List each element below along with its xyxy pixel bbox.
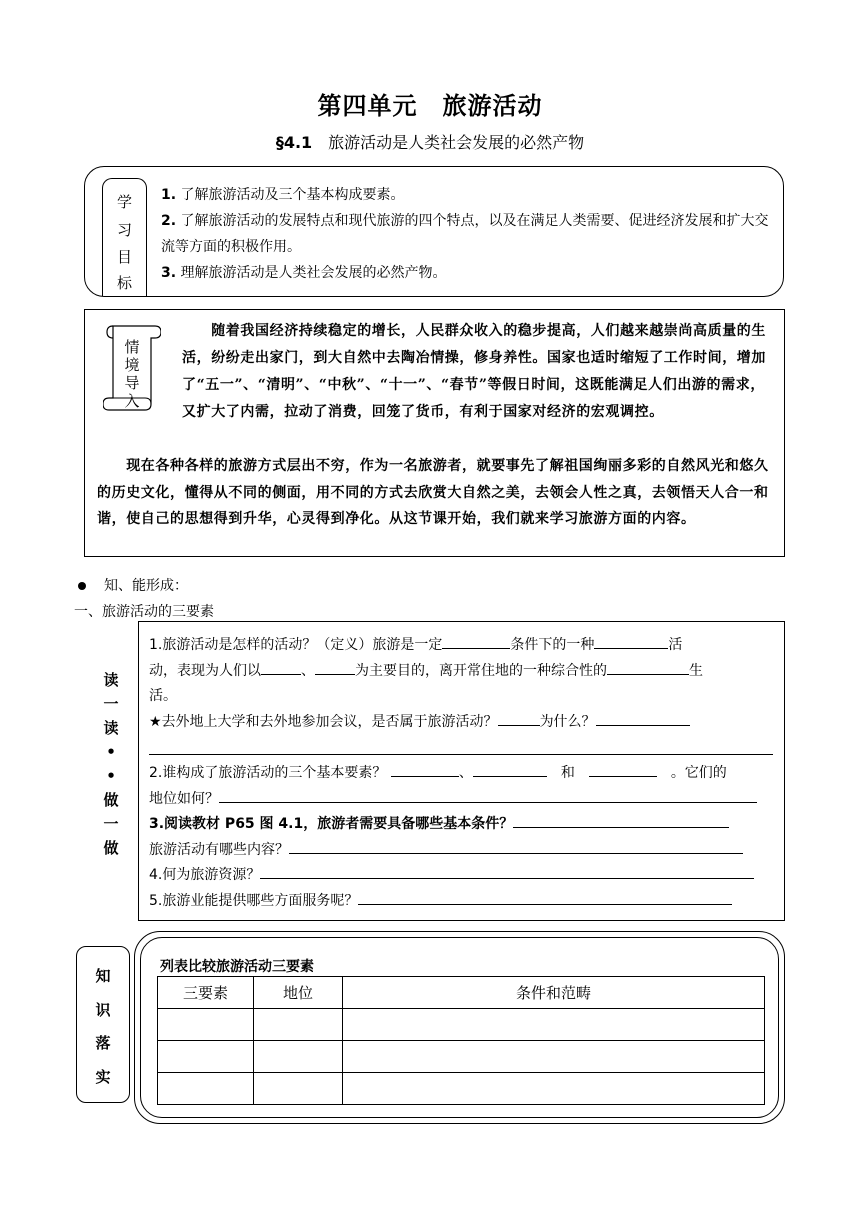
blank-field[interactable] — [442, 633, 510, 649]
knowledge-tab — [76, 946, 130, 1103]
question-3-line-1: 3.阅读教材 P65 图 4.1，旅游者需要具备哪些基本条件？ — [149, 812, 773, 838]
blank-field[interactable] — [498, 710, 540, 726]
question-3-line-2: 旅游活动有哪些内容？ — [149, 838, 773, 864]
table-header: 地位 — [254, 977, 343, 1009]
question-4: 4.何为旅游资源？ — [149, 863, 773, 889]
intro-paragraph-1: 随着我国经济持续稳定的增长，人民群众收入的稳步提高，人们越来越崇尚高质量的生活，纷纷走出家门，到大自然中去陶冶情操，修身养性。国家也适时缩短了工作时间，增加了“五一”、“清明”、“中秋”、“十一”、“春节”等假日时间，这既能满足人们出游的需求，又扩大了内需，拉动了消费，回笼了货币，有利于国家对经济的宏观调控。 — [182, 323, 767, 420]
blank-field[interactable] — [358, 889, 732, 905]
blank-field[interactable] — [219, 787, 757, 803]
blank-field[interactable] — [289, 838, 743, 854]
table-row — [158, 1041, 765, 1073]
comparison-table — [157, 976, 765, 1105]
goals-tab-char: 标 — [116, 274, 132, 292]
table-cell[interactable] — [343, 1073, 765, 1105]
table-header-row — [158, 977, 765, 1009]
table-cell[interactable] — [158, 1009, 254, 1041]
table-cell[interactable] — [343, 1009, 765, 1041]
scroll-icon — [103, 320, 161, 414]
bullet-dot-icon — [78, 582, 86, 590]
intro-tab-char: 入 — [124, 392, 140, 410]
blank-field[interactable] — [589, 761, 657, 777]
section-title: 旅游活动是人类社会发展的必然产物 — [328, 133, 585, 152]
section-heading: 一、旅游活动的三要素 — [74, 604, 214, 620]
question-2-line-2: 地位如何？ — [149, 787, 773, 813]
goals-tab-char: 目 — [116, 248, 132, 266]
question-1-line-2: 动，表现为人们以 、 为主要目的，离开常住地的一种综合性的 生 — [149, 659, 773, 685]
intro-tab-char: 境 — [124, 356, 140, 374]
intro-paragraph-2: 现在各种各样的旅游方式层出不穷，作为一名旅游者，就要事先了解祖国绚丽多彩的自然风光和悠久的历史文化，懂得从不同的侧面，用不同的方式去欣赏大自然之美，去领会人性之真，去领悟天人合一和谐，使自己的思想得到升华，心灵得到净化。从这节课开始，我们就来学习旅游方面的内容。 — [97, 458, 769, 527]
table-row — [158, 1073, 765, 1105]
blank-field[interactable] — [473, 761, 547, 777]
read-do-label: 读 一 读 • • 做 一 做 — [103, 671, 119, 857]
section-number: §4.1 — [275, 133, 313, 152]
bullet-heading: 知、能形成： — [78, 575, 188, 595]
goal-item: 1. 了解旅游活动及三个基本构成要素。 — [161, 187, 405, 203]
question-5: 5.旅游业能提供哪些方面服务呢？ — [149, 889, 773, 915]
knowledge-tab-char: 实 — [95, 1068, 111, 1086]
knowledge-tab-char: 落 — [95, 1034, 111, 1052]
blank-field[interactable] — [513, 812, 729, 828]
blank-field[interactable] — [261, 659, 301, 675]
read-do-questions — [149, 633, 773, 914]
answer-line[interactable] — [149, 735, 773, 755]
blank-field[interactable] — [607, 659, 689, 675]
table-cell[interactable] — [343, 1041, 765, 1073]
goals-tab-char: 学 — [116, 193, 132, 211]
table-header: 三要素 — [158, 977, 254, 1009]
blank-field[interactable] — [596, 710, 690, 726]
table-header: 条件和范畴 — [343, 977, 765, 1009]
blank-field[interactable] — [391, 761, 459, 777]
knowledge-tab-char: 知 — [95, 967, 111, 985]
table-cell[interactable] — [254, 1041, 343, 1073]
table-cell[interactable] — [158, 1041, 254, 1073]
knowledge-title: 列表比较旅游活动三要素 — [160, 959, 314, 975]
knowledge-tab-char: 识 — [95, 1001, 111, 1019]
question-1-line-3: 活。 — [149, 688, 177, 704]
goals-tab-char: 习 — [116, 221, 132, 239]
blank-field[interactable] — [315, 659, 355, 675]
star-question: ★去外地上大学和去外地参加会议，是否属于旅游活动？ 为什么？ — [149, 710, 773, 736]
intro-tab-char: 导 — [124, 374, 140, 392]
question-2-line-1: 2.谁构成了旅游活动的三个基本要素？ 、 和 。它们的 — [149, 761, 773, 787]
learning-goals-list — [161, 182, 773, 286]
page-title: 第四单元 旅游活动 — [317, 92, 543, 120]
section-subtitle — [0, 130, 860, 153]
table-cell[interactable] — [158, 1073, 254, 1105]
goal-item: 3. 理解旅游活动是人类社会发展的必然产物。 — [161, 265, 447, 281]
table-row — [158, 1009, 765, 1041]
blank-field[interactable] — [594, 633, 668, 649]
blank-field[interactable] — [260, 863, 754, 879]
table-cell[interactable] — [254, 1073, 343, 1105]
table-cell[interactable] — [254, 1009, 343, 1041]
intro-tab-char: 情 — [124, 338, 140, 356]
learning-goals-tab — [102, 178, 147, 296]
goal-item: 2. 了解旅游活动的发展特点和现代旅游的四个特点，以及在满足人类需要、促进经济发展和扩大交流等方面的积极作用。 — [161, 213, 769, 255]
question-1-line-1: 1.旅游活动是怎样的活动？（定义）旅游是一定 条件下的一种 活 — [149, 633, 773, 659]
